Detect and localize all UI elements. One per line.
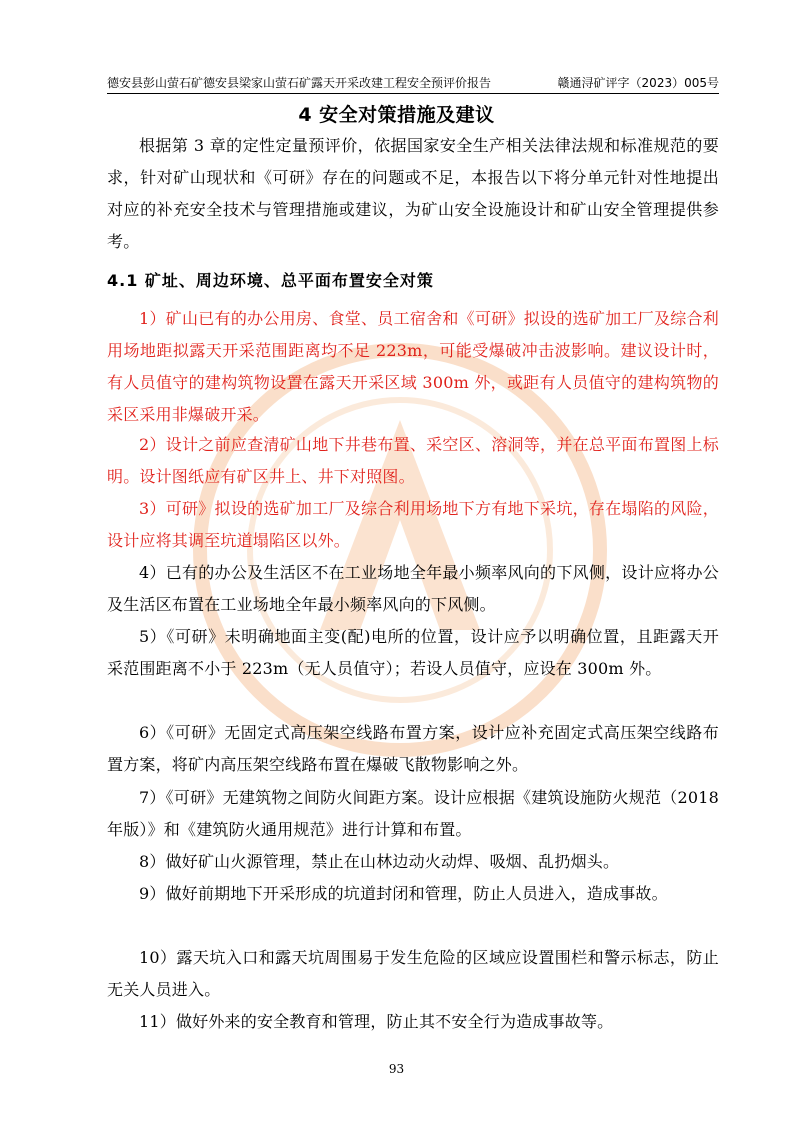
measure-item-10: 10）露天坑入口和露天坑周围易于发生危险的区域应设置围栏和警示标志，防止无关人员进入。 bbox=[107, 948, 719, 999]
measure-item-2: 2）设计之前应查清矿山地下井巷布置、采空区、溶洞等，并在总平面布置图上标明。设计图纸应有矿区井上、井下对照图。 bbox=[107, 435, 719, 486]
measure-item-6: 6）《可研》无固定式高压架空线路布置方案，设计应补充固定式高压架空线路布置方案，将矿内高压架空线路布置在爆破飞散物影响之外。 bbox=[107, 723, 719, 774]
measure-item-7: 7）《可研》无建筑物之间防火间距方案。设计应根据《建筑设施防火规范（2018 年版）》和《建筑防火通用规范》进行计算和布置。 bbox=[107, 788, 719, 839]
header-report-number: 赣通浔矿评字（2023）005号 bbox=[557, 76, 719, 90]
chapter-title: 4 安全对策措施及建议 bbox=[298, 104, 495, 126]
measure-item-1: 1）矿山已有的办公用房、食堂、员工宿舍和《可研》拟设的选矿加工厂及综合利用场地距拟露天开采范围距离均不足 223m，可能受爆破冲击波影响。建议设计时，有人员值守的建构筑物设置在露天开采区域 300m 外，或距有人员值守的建构筑物的采区采用非爆破开采。 bbox=[107, 309, 719, 424]
measure-item-9: 9）做好前期地下开采形成的坑道封闭和管理，防止人员进入，造成事故。 bbox=[139, 884, 668, 903]
running-header bbox=[107, 72, 719, 94]
page-number: 93 bbox=[388, 1062, 405, 1076]
section-heading: 4.1 矿址、周边环境、总平面布置安全对策 bbox=[107, 271, 434, 290]
measure-item-4: 4）已有的办公及生活区不在工业场地全年最小频率风向的下风侧，设计应将办公及生活区布置在工业场地全年最小频率风向的下风侧。 bbox=[107, 563, 719, 614]
measure-item-5: 5）《可研》未明确地面主变(配)电所的位置，设计应予以明确位置，且距露天开采范围距离不小于 223m（无人员值守）；若设人员值守，应设在 300m 外。 bbox=[107, 627, 719, 678]
measure-item-11: 11）做好外来的安全教育和管理，防止其不安全行为造成事故等。 bbox=[139, 1012, 614, 1031]
header-report-title: 德安县彭山萤石矿德安县梁家山萤石矿露天开采改建工程安全预评价报告 bbox=[107, 76, 492, 90]
intro-paragraph: 根据第 3 章的定性定量预评价，依据国家安全生产相关法律法规和标准规范的要求，针对矿山现状和《可研》存在的问题或不足，本报告以下将分单元针对性地提出对应的补充安全技术与管理措施或建议，为矿山安全设施设计和矿山安全管理提供参考。 bbox=[107, 136, 719, 251]
measure-item-8: 8）做好矿山火源管理，禁止在山林边动火动焊、吸烟、乱扔烟头。 bbox=[139, 852, 620, 871]
measure-item-3: 3）可研》拟设的选矿加工厂及综合利用场地下方有地下采坑，存在塌陷的风险，设计应将其调至坑道塌陷区以外。 bbox=[107, 499, 719, 550]
